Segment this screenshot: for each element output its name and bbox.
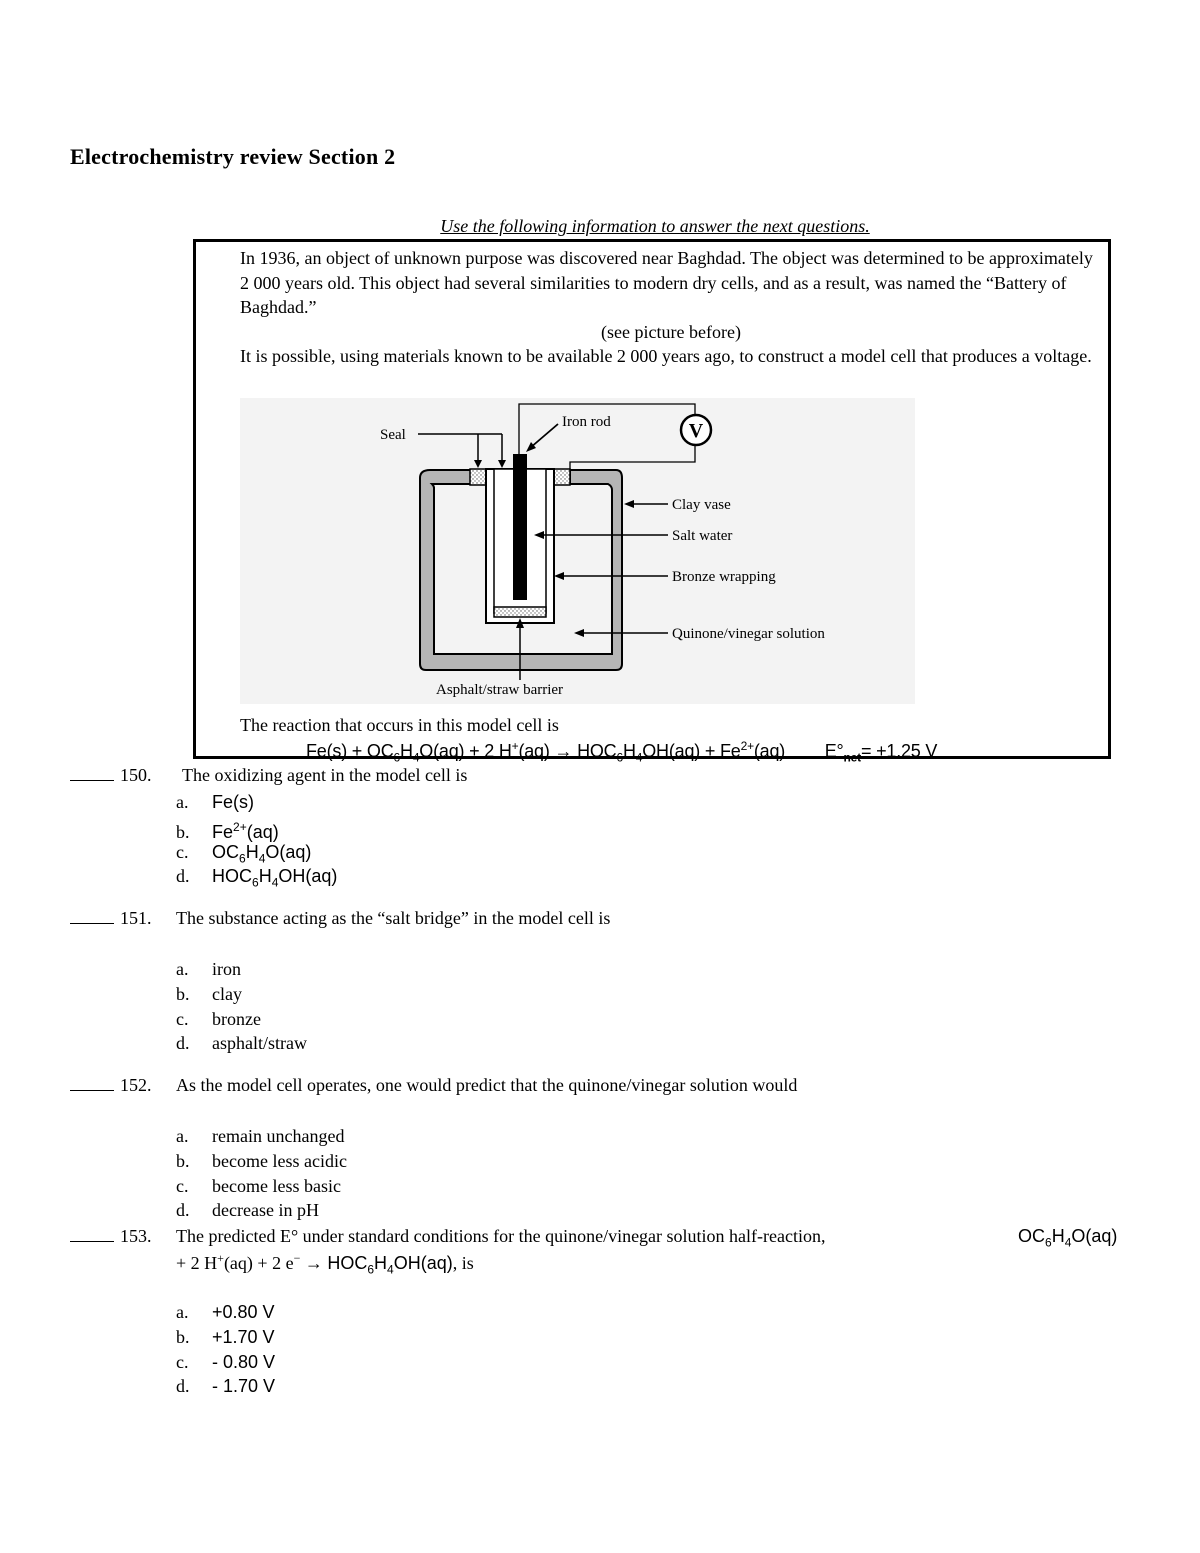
iron-rod-shape: [513, 454, 527, 600]
option-d[interactable]: d. asphalt/straw: [176, 1033, 307, 1054]
option-c[interactable]: c. become less basic: [176, 1175, 341, 1196]
reaction-e-net: $E^\circ_{net}= +1.25$ V: [824, 741, 938, 765]
seal-label: Seal: [380, 427, 406, 443]
info-paragraph-1: In 1936, an object of unknown purpose was discovered near Baghdad. The object was determined to be approximately 2 000 years old. This object had several similarities to modern dry cells, and as a result, was named the “Battery of Baghdad.”: [240, 248, 1093, 317]
instruction-text: Use the following information to answer the next questions.: [440, 216, 870, 236]
option-d[interactable]: d. decrease in pH: [176, 1200, 319, 1221]
option-c[interactable]: c. - 0.80 V: [176, 1351, 276, 1372]
see-picture-note: (see picture before): [601, 321, 741, 342]
option-d[interactable]: d. $HOC_6H_4OH(aq)$: [176, 866, 338, 890]
reaction-lhs: $Fe(s) + OC_6H_4O(aq) + 2$ $H^+(aq) \to HOC_6H_4OH(aq) + Fe^{2+}(aq)$: [306, 739, 786, 765]
info-box: [193, 239, 1111, 765]
option-b[interactable]: b. become less acidic: [176, 1150, 347, 1171]
info-text: [240, 246, 1102, 369]
option-a[interactable]: a. remain unchanged: [176, 1126, 345, 1146]
question-152: [70, 1075, 1140, 1096]
reaction-intro: The reaction that occurs in this model cell is: [240, 715, 559, 735]
option-a[interactable]: a. +0.80 V: [176, 1302, 275, 1322]
answer-blank[interactable]: [70, 909, 114, 924]
question-stem: The predicted E° under standard conditions for the quinone/vinegar solution half-reaction,: [176, 1226, 826, 1246]
question-150: [70, 765, 1140, 786]
info-paragraph-2: It is possible, using materials known to be available 2 000 years ago, to construct a model cell that produces a voltage.: [240, 346, 1092, 366]
option-c[interactable]: c. bronze: [176, 1008, 261, 1029]
options-153: [176, 1300, 275, 1399]
clay-vase-label: Clay vase: [672, 497, 731, 513]
battery-diagram: [240, 398, 915, 704]
option-b[interactable]: b. +1.70 V: [176, 1326, 275, 1347]
salt-water-label: Salt water: [672, 528, 733, 544]
option-b[interactable]: b. $Fe^{2+}(aq)$: [176, 819, 279, 842]
question-stem: The oxidizing agent in the model cell is: [182, 765, 468, 785]
iron-rod-label: Iron rod: [562, 414, 611, 430]
page-title: Electrochemistry review Section 2: [70, 144, 396, 169]
question-stem-formula: $OC_6H_4O(aq)$: [1018, 1226, 1118, 1250]
bronze-wrapping-label: Bronze wrapping: [672, 569, 776, 585]
question-stem: As the model cell operates, one would predict that the quinone/vinegar solution would: [176, 1075, 798, 1095]
question-number: 151.: [120, 908, 152, 928]
asphalt-label: Asphalt/straw barrier: [436, 682, 564, 698]
options-152: [176, 1124, 347, 1223]
seal-right: [554, 469, 570, 485]
option-b[interactable]: b. clay: [176, 983, 242, 1004]
option-c[interactable]: c. $OC_6H_4O(aq)$: [176, 841, 312, 866]
options-150: [176, 790, 337, 889]
question-153: [70, 1226, 1140, 1250]
question-number: 153.: [120, 1226, 152, 1246]
question-151: [70, 908, 1140, 929]
options-151: [176, 957, 307, 1056]
voltmeter-label: V: [688, 420, 704, 442]
answer-blank[interactable]: [70, 1076, 114, 1091]
asphalt-barrier-shape: [494, 607, 546, 617]
question-stem: The substance acting as the “salt bridge” in the model cell is: [176, 908, 611, 928]
quinone-label: Quinone/vinegar solution: [672, 626, 825, 642]
option-d[interactable]: d. - 1.70 V: [176, 1376, 276, 1397]
reaction-equation: [306, 739, 937, 765]
question-number: 152.: [120, 1075, 152, 1095]
seal-left: [470, 469, 486, 485]
answer-blank[interactable]: [70, 766, 114, 781]
answer-blank[interactable]: [70, 1227, 114, 1242]
option-a[interactable]: a. Fe(s): [176, 792, 254, 812]
option-a[interactable]: a. iron: [176, 959, 241, 979]
question-number: 150.: [120, 765, 152, 785]
question-stem-line2: + 2 H+(aq) + 2 $e^- \to HOC_6H_4OH(aq)$, is: [176, 1251, 474, 1277]
